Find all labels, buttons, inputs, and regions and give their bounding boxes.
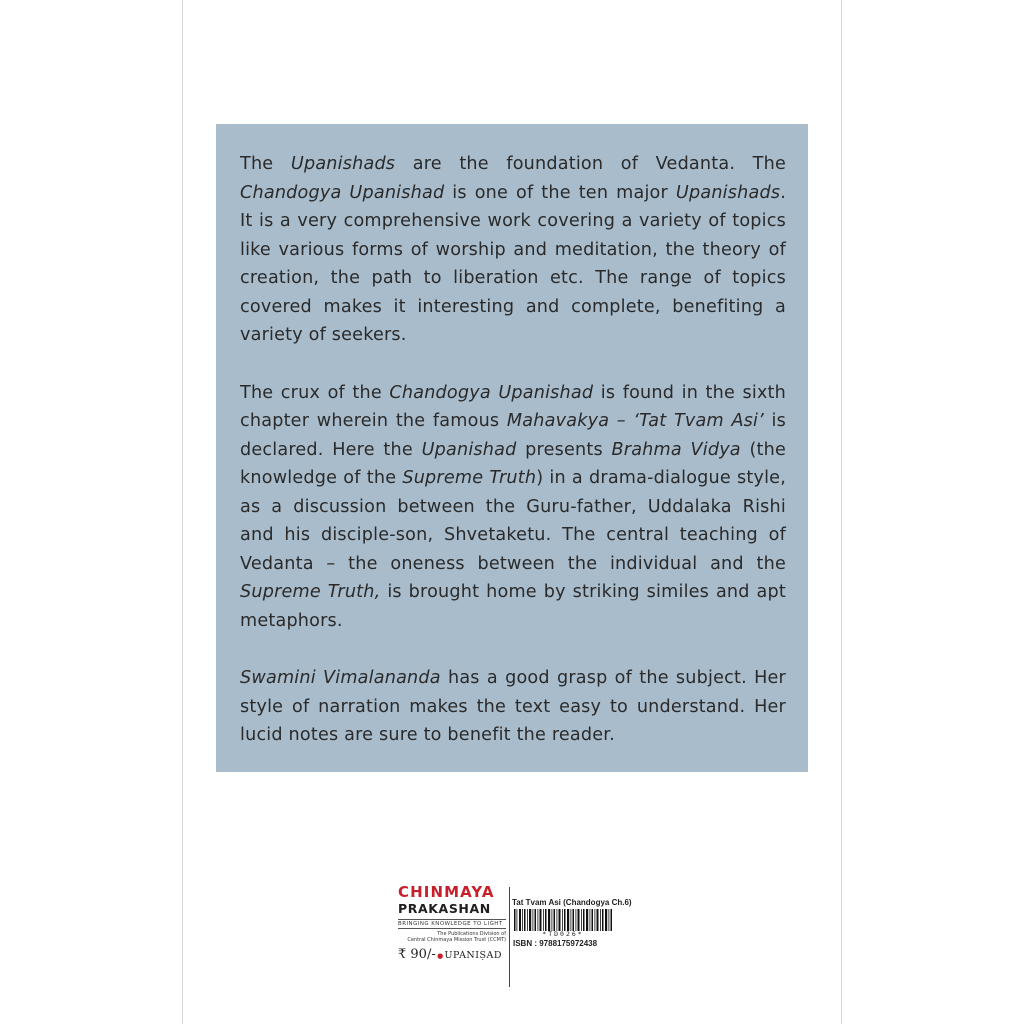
price-row <box>398 947 502 962</box>
publisher-logo-block <box>398 884 506 990</box>
bullet-icon: ● <box>437 952 444 960</box>
blurb-box <box>216 124 808 772</box>
barcode-icon <box>513 909 613 931</box>
barcode-block <box>512 898 632 968</box>
publisher-division: The Publications Division of Central Chinmaya Mission Trust (CCMT) <box>407 931 506 943</box>
publisher-tagline: BRINGING KNOWLEDGE TO LIGHT <box>398 919 506 929</box>
blurb-paragraph-1: The Upanishads are the foundation of Vedanta. The Chandogya Upanishad is one of the ten major Upanishads. It is a very comprehensive work covering a variety of topics like various forms of worship and meditation, the theory of creation, the path to liberation etc. The range of topics covered makes it interesting and complete, benefiting a variety of seekers. <box>240 154 786 345</box>
book-title: Tat Tvam Asi (Chandogya Ch.6) <box>512 898 632 907</box>
category-label: UPANIṢAD <box>444 950 502 961</box>
blurb-paragraph-2: The crux of the Chandogya Upanishad is found in the sixth chapter wherein the famous Mahavakya – ‘Tat Tvam Asi’ is declared. Here the Upanishad presents Brahma Vidya (the knowledge of the Supreme Truth) in a drama-dialogue style, as a discussion between the Guru-father, Uddalaka Rishi and his disciple-son, Shvetaketu. The central teaching of Vedanta – the oneness between the individual and the Supreme Truth, is brought home by striking similes and apt metaphors. <box>240 382 787 631</box>
publisher-name-line2: PRAKASHAN <box>398 901 491 916</box>
blurb-paragraph-3: Swamini Vimalananda has a good grasp of the subject. Her style of narration makes the text easy to understand. Her lucid notes are sure to benefit the reader. <box>240 668 786 745</box>
price: ₹ 90/- <box>398 947 436 962</box>
barcode-code: *TD026* <box>542 930 584 938</box>
divider-line <box>509 887 510 987</box>
publisher-name-line1: CHINMAYA <box>398 883 495 901</box>
isbn-number: ISBN : 9788175972438 <box>513 939 598 948</box>
